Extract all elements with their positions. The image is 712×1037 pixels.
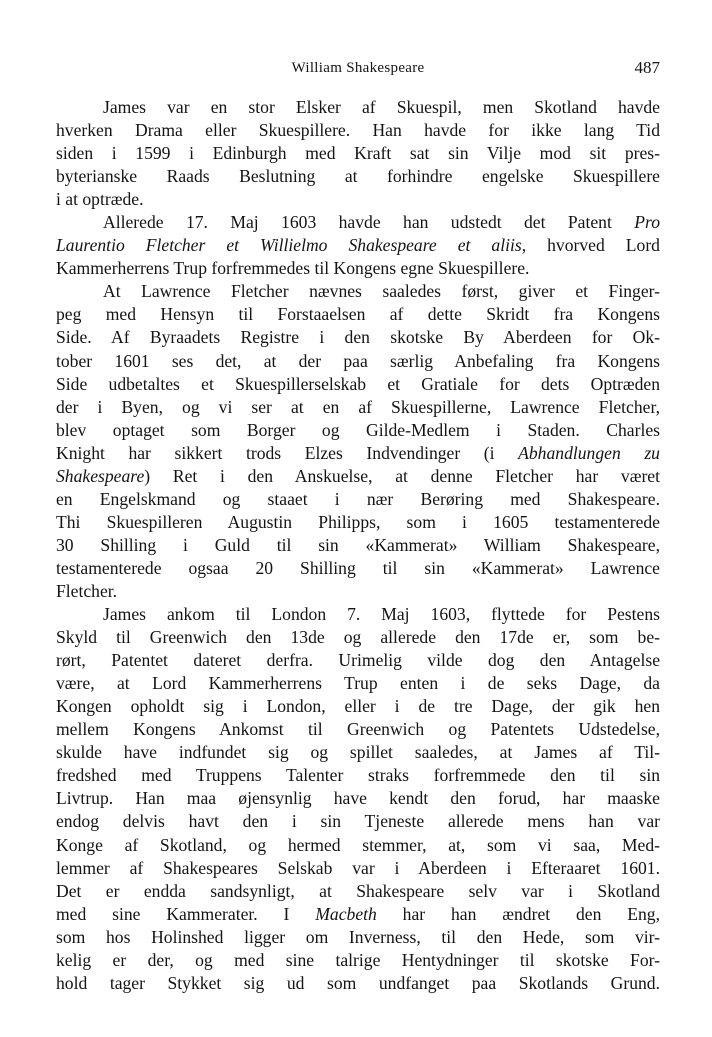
text-run: som hos Holinshed ligger om Inverness, til den Hede, som vir- <box>56 926 660 947</box>
text-run: Skyld til Greenwich den 13de og allerede den 17de er, som be- <box>56 627 660 648</box>
paragraph <box>56 280 660 603</box>
text-run: i at optræde. <box>56 189 144 210</box>
page-number: 487 <box>634 58 660 77</box>
text-run: har han ændret den Eng, <box>376 903 660 924</box>
text-line <box>56 741 660 764</box>
body-text <box>56 96 660 995</box>
text-run: ) Ret i den Anskuelse, at denne Fletcher har været <box>144 465 660 486</box>
text-run: tober 1601 ses det, at der paa særlig Anbefaling fra Kongens <box>56 350 660 371</box>
text-line <box>56 580 660 603</box>
text-line <box>56 142 660 165</box>
text-run: siden i 1599 i Edinburgh med Kraft sat sin Vilje mod sit pres- <box>56 143 660 164</box>
text-line <box>56 326 660 349</box>
text-line <box>56 234 660 257</box>
text-line <box>56 465 660 488</box>
paragraph <box>56 211 660 280</box>
text-line <box>56 926 660 949</box>
text-line <box>56 373 660 396</box>
text-line <box>56 511 660 534</box>
italic-text: Laurentio Fletcher et Willielmo Shakespeare et aliis <box>56 235 522 256</box>
text-line <box>56 257 660 280</box>
text-line <box>56 880 660 903</box>
text-run: Fletcher. <box>56 580 118 601</box>
text-line <box>56 949 660 972</box>
text-run: fredshed med Truppens Talenter straks forfremmede den til sin <box>56 765 660 786</box>
text-line <box>56 165 660 188</box>
text-run: At Lawrence Fletcher nævnes saaledes først, giver et Finger- <box>103 281 660 302</box>
text-line <box>56 903 660 926</box>
text-run: endog delvis havt den i sin Tjeneste allerede mens han var <box>56 811 660 832</box>
text-run: Kongen opholdt sig i London, eller i de tre Dage, der gik hen <box>56 696 660 717</box>
text-run: Allerede 17. Maj 1603 havde han udstedt det Patent <box>103 212 635 233</box>
text-run: Side udbetaltes et Skuespillerselskab et Gratiale for dets Optræden <box>56 373 660 394</box>
text-line <box>56 764 660 787</box>
text-line <box>56 626 660 649</box>
text-line <box>56 419 660 442</box>
text-run: Side. Af Byraadets Registre i den skotske By Aberdeen for Ok- <box>56 327 660 348</box>
text-run: Kammerherrens Trup forfremmedes til Kongens egne Skuespillere. <box>56 258 530 279</box>
text-run: mellem Kongens Ankomst til Greenwich og Patentets Udstedelse, <box>56 719 660 740</box>
text-run: Knight har sikkert trods Elzes Indvendinger (i <box>56 442 519 463</box>
text-line <box>56 211 660 234</box>
text-line <box>56 857 660 880</box>
text-line <box>56 303 660 326</box>
text-run: Konge af Skotland, og hermed stemmer, at, som vi saa, Med- <box>56 834 660 855</box>
text-line <box>56 188 660 211</box>
text-line <box>56 96 660 119</box>
text-run: Livtrup. Han maa øjensynlig have kendt den forud, har maaske <box>56 788 660 809</box>
text-run: lemmer af Shakespeares Selskab var i Aberdeen i Efteraaret 1601. <box>56 857 660 878</box>
text-run: , hvorved Lord <box>521 235 660 256</box>
text-line <box>56 442 660 465</box>
text-run: med sine Kammerater. I <box>56 903 316 924</box>
text-line <box>56 603 660 626</box>
text-run: en Engelskmand og staaet i nær Berøring med Shakespeare. <box>56 488 660 509</box>
text-run: blev optaget som Borger og Gilde-Medlem i Staden. Charles <box>56 419 660 440</box>
text-line <box>56 834 660 857</box>
italic-text: Pro <box>634 212 660 233</box>
text-line <box>56 787 660 810</box>
text-run: byterianske Raads Beslutning at forhindre engelske Skuespillere <box>56 166 660 187</box>
text-run: James ankom til London 7. Maj 1603, flyttede for Pestens <box>103 604 660 625</box>
text-line <box>56 718 660 741</box>
text-run: rørt, Patentet dateret derfra. Urimelig vilde dog den Antagelse <box>56 650 660 671</box>
text-line <box>56 534 660 557</box>
text-line <box>56 557 660 580</box>
book-page <box>56 58 660 995</box>
text-line <box>56 396 660 419</box>
text-run: hverken Drama eller Skuespillere. Han havde for ikke lang Tid <box>56 120 660 141</box>
text-line <box>56 695 660 718</box>
text-run: skulde have indfundet sig og spillet saaledes, at James af Til- <box>56 742 660 763</box>
text-run: Thi Skuespilleren Augustin Philipps, som i 1605 testamenterede <box>56 511 660 532</box>
text-line <box>56 810 660 833</box>
text-run: James var en stor Elsker af Skuespil, men Skotland havde <box>103 97 660 117</box>
paragraph <box>56 603 660 995</box>
text-run: der i Byen, og vi ser at en af Skuespillerne, Lawrence Fletcher, <box>56 396 660 417</box>
running-head-title: William Shakespeare <box>291 60 425 76</box>
text-line <box>56 649 660 672</box>
text-line <box>56 350 660 373</box>
text-line <box>56 280 660 303</box>
paragraph <box>56 96 660 211</box>
text-run: Det er endda sandsynligt, at Shakespeare selv var i Skotland <box>56 880 660 901</box>
text-line <box>56 488 660 511</box>
text-run: peg med Hensyn til Forstaaelsen af dette Skridt fra Kongens <box>56 304 660 325</box>
text-line <box>56 972 660 995</box>
text-run: testamenterede ogsaa 20 Shilling til sin «Kammerat» Lawrence <box>56 557 660 578</box>
text-run: hold tager Stykket sig ud som undfanget paa Skotlands Grund. <box>56 972 660 993</box>
italic-text: Macbeth <box>315 903 377 924</box>
text-run: 30 Shilling i Guld til sin «Kammerat» William Shakespeare, <box>56 534 660 555</box>
italic-text: Shakespeare <box>56 465 145 486</box>
text-line <box>56 672 660 695</box>
text-line <box>56 119 660 142</box>
italic-text: Abhandlungen zu <box>518 442 660 463</box>
text-run: kelig er der, og med sine talrige Hentydninger til skotske For- <box>56 949 660 970</box>
text-run: være, at Lord Kammerherrens Trup enten i de seks Dage, da <box>56 673 660 694</box>
running-head <box>56 58 660 82</box>
